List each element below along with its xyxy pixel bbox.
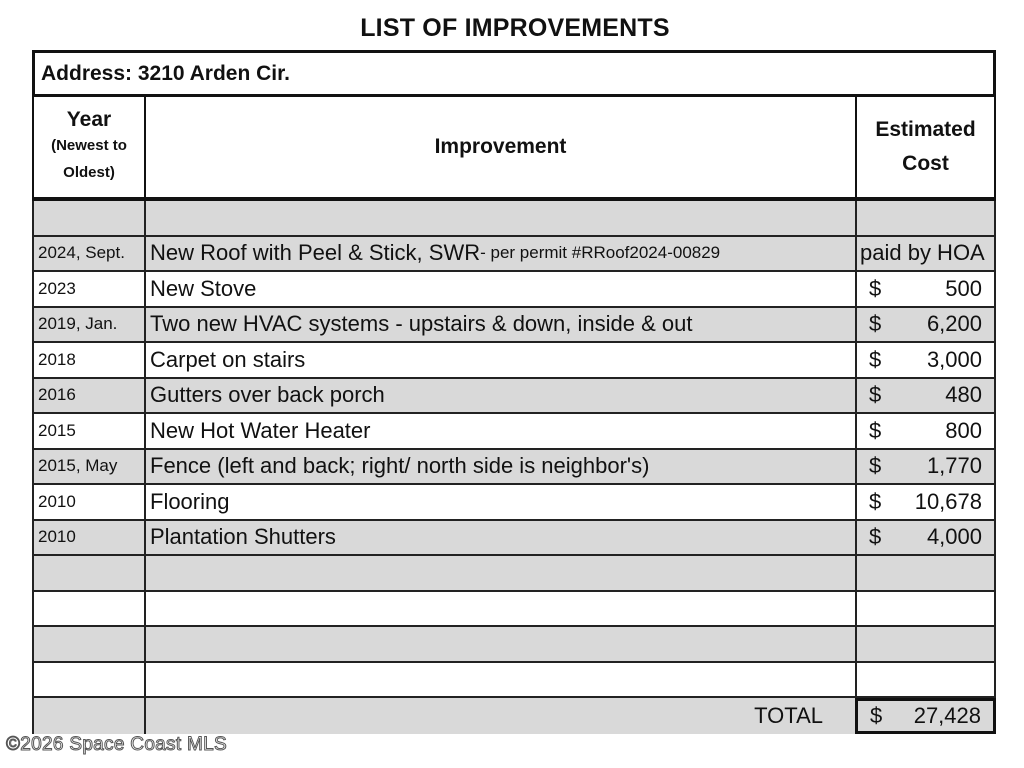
improvement-text: Carpet on stairs: [150, 346, 306, 372]
cost-cell: [855, 308, 996, 342]
header-improvement-label: Improvement: [434, 135, 567, 158]
cost-cell: [855, 663, 996, 697]
improvement-cell: [144, 450, 855, 484]
improvement-cell: [144, 414, 855, 448]
cost-amount: 3,000: [926, 346, 982, 372]
currency-symbol: $: [869, 453, 882, 479]
table-row: [32, 627, 996, 663]
currency-symbol: $: [869, 311, 882, 337]
total-amount: 27,428: [913, 702, 981, 728]
cost-cell: [855, 592, 996, 626]
improvement-text: New Roof with Peel & Stick, SWR: [150, 240, 481, 266]
improvement-cell: [144, 627, 855, 661]
table-row: [32, 414, 996, 450]
table-row: [32, 308, 996, 344]
header-cost-label-1: Estimated: [875, 118, 976, 141]
cost-cell: [855, 556, 996, 590]
currency-symbol: $: [870, 702, 883, 728]
header-year-label: Year: [66, 108, 112, 131]
year-cell: 2024, Sept.: [32, 237, 144, 271]
cost-text: paid by HOA: [860, 240, 985, 266]
improvement-cell: [144, 663, 855, 697]
total-label: TOTAL: [144, 698, 855, 734]
year-cell: [32, 592, 144, 626]
improvement-cell: [144, 485, 855, 519]
currency-symbol: $: [869, 382, 882, 408]
cost-amount: 10,678: [914, 488, 982, 514]
address-bar: Address: 3210 Arden Cir.: [32, 50, 996, 97]
header-cost: [855, 97, 996, 201]
improvement-cell: [144, 343, 855, 377]
cost-cell: [855, 414, 996, 448]
table-row: [32, 663, 996, 699]
year-cell: 2015: [32, 414, 144, 448]
year-cell: [32, 698, 144, 734]
total-cost-box: [855, 698, 996, 734]
header-improvement: [144, 97, 855, 201]
improvement-cell: [144, 379, 855, 413]
table-row: [32, 485, 996, 521]
cost-amount: 480: [945, 382, 982, 408]
improvement-cell: [144, 556, 855, 590]
table-row: [32, 343, 996, 379]
cost-amount: 1,770: [926, 453, 982, 479]
year-cell: 2010: [32, 485, 144, 519]
table-row: [32, 521, 996, 557]
year-cell: 2019, Jan.: [32, 308, 144, 342]
improvement-cell: [144, 308, 855, 342]
header-year: [32, 97, 144, 201]
table-row: [32, 272, 996, 308]
cost-cell: [855, 272, 996, 306]
cost-amount: 800: [945, 417, 982, 443]
currency-symbol: $: [869, 488, 882, 514]
cost-cell: [855, 237, 996, 271]
year-cell: [32, 556, 144, 590]
page-title: LIST OF IMPROVEMENTS: [360, 14, 670, 42]
cost-amount: 500: [945, 275, 982, 301]
cost-cell: [855, 521, 996, 555]
currency-symbol: $: [869, 346, 882, 372]
total-row: [32, 698, 996, 734]
header-year-sub-2: Oldest): [63, 164, 115, 181]
year-cell: 2023: [32, 272, 144, 306]
currency-symbol: $: [869, 417, 882, 443]
cost-cell: [855, 450, 996, 484]
improvements-table: [32, 50, 996, 740]
year-cell: 2018: [32, 343, 144, 377]
improvement-note: - per permit #RRoof2024-00829: [480, 243, 721, 263]
improvement-text: Fence (left and back; right/ north side is neighbor's): [150, 453, 650, 479]
improvement-text: New Stove: [150, 275, 257, 301]
table-row: [32, 450, 996, 486]
improvement-cell: [144, 237, 855, 271]
year-cell: [32, 201, 144, 235]
improvement-text: New Hot Water Heater: [150, 417, 371, 443]
currency-symbol: $: [869, 524, 882, 550]
improvement-text: Flooring: [150, 488, 230, 514]
cost-cell: [855, 343, 996, 377]
improvement-cell: [144, 272, 855, 306]
cost-cell: [855, 485, 996, 519]
cost-amount: 4,000: [926, 524, 982, 550]
watermark: ©2026 Space Coast MLS: [6, 734, 227, 755]
improvement-cell: [144, 592, 855, 626]
improvement-text: Gutters over back porch: [150, 382, 385, 408]
year-cell: 2015, May: [32, 450, 144, 484]
header-cost-label-2: Cost: [902, 152, 949, 175]
improvement-text: Plantation Shutters: [150, 524, 336, 550]
year-cell: 2016: [32, 379, 144, 413]
improvement-text: Two new HVAC systems - upstairs & down, inside & out: [150, 311, 693, 337]
currency-symbol: $: [869, 275, 882, 301]
table-row: [32, 201, 996, 237]
cost-amount: 6,200: [926, 311, 982, 337]
year-cell: [32, 627, 144, 661]
cost-cell: [855, 201, 996, 235]
cost-cell: [855, 379, 996, 413]
table-row: [32, 592, 996, 628]
cost-cell: [855, 627, 996, 661]
year-cell: [32, 663, 144, 697]
table-row: [32, 237, 996, 273]
year-cell: 2010: [32, 521, 144, 555]
improvement-cell: [144, 201, 855, 235]
improvement-cell: [144, 521, 855, 555]
table-row: [32, 379, 996, 415]
table-row: [32, 556, 996, 592]
header-year-sub-1: (Newest to: [51, 137, 127, 154]
